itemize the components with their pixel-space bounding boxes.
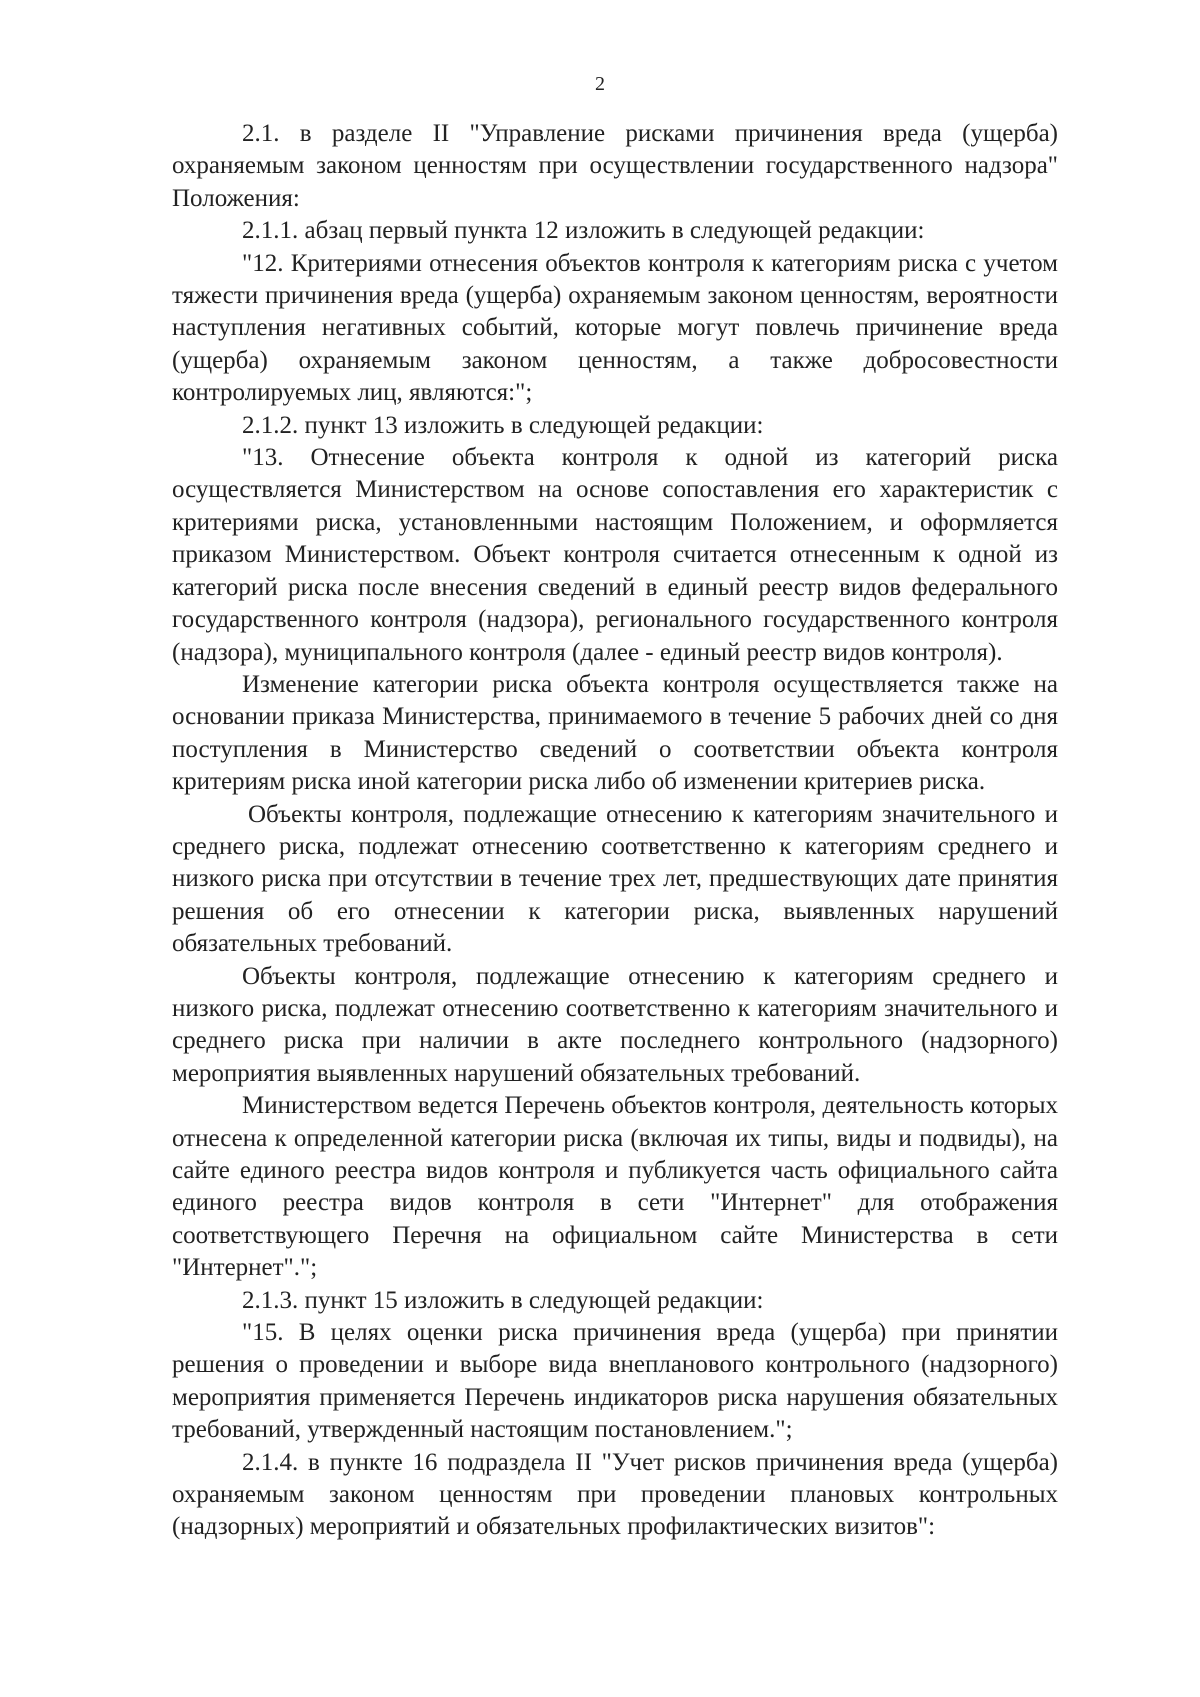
paragraph-point-13: "13. Отнесение объекта контроля к одной из категорий риска осуществляется Министерством на основе сопоставления его характеристик с критериями риска, установленными настоящим Положением, и оформляется приказом Министерством. Объект контроля считается отнесенным к одной из категорий риска после внесения сведений в единый реестр видов федерального государственного контроля (надзора), регионального государственного контроля (надзора), муниципального контроля (далее - единый реестр видов контроля).: [172, 444, 1058, 666]
paragraph-2-1-3: 2.1.3. пункт 15 изложить в следующей редакции:: [242, 1286, 764, 1314]
paragraph-2-1-4: 2.1.4. в пункте 16 подраздела II "Учет рисков причинения вреда (ущерба) охраняемым законом ценностям при проведении плановых контрольных (надзорных) мероприятий и обязательных профилактических визитов":: [172, 1448, 1058, 1541]
paragraph-risk-downgrade-text: Объекты контроля, подлежащие отнесению к категориям значительного и среднего риска, подлежат отнесению соответственно к категориям среднего и низкого риска при отсутствии в течение трех лет, предшествующих дате принятия решения об его отнесении к категории риска, выявленных нарушений обязательных требований.: [172, 800, 1058, 958]
paragraph-point-12: "12. Критериями отнесения объектов контроля к категориям риска с учетом тяжести причинения вреда (ущерба) охраняемым законом ценностям, вероятности наступления негативных событий, которые могут повлечь причинение вреда (ущерба) охраняемым законом ценностям, а также добросовестности контролируемых лиц, являются:";: [172, 249, 1058, 407]
document-body: [172, 118, 1058, 1544]
paragraph-point-15: "15. В целях оценки риска причинения вреда (ущерба) при принятии решения о проведении и выборе вида внепланового контрольного (надзорного) мероприятия применяется Перечень индикаторов риска нарушения обязательных требований, утвержденный настоящим постановлением.";: [172, 1319, 1058, 1444]
paragraph-risk-upgrade: Объекты контроля, подлежащие отнесению к категориям среднего и низкого риска, подлежат отнесению соответственно к категориям значительного и среднего риска при наличии в акте последнего контрольного (надзорного) мероприятия выявленных нарушений обязательных требований.: [172, 962, 1058, 1087]
paragraph-2-1-2: 2.1.2. пункт 13 изложить в следующей редакции:: [242, 411, 764, 439]
paragraph-objects-list: Министерством ведется Перечень объектов контроля, деятельность которых отнесена к определенной категории риска (включая их типы, виды и подвиды), на сайте единого реестра видов контроля и публикуется часть официального сайта единого реестра видов контроля в сети "Интернет" для отображения соответствующего Перечня на официальном сайте Министерства в сети "Интернет".";: [172, 1092, 1058, 1282]
paragraph-risk-downgrade: [172, 799, 1058, 961]
paragraph-2-1-1: 2.1.1. абзац первый пункта 12 изложить в следующей редакции:: [242, 217, 925, 245]
page-number: 2: [595, 73, 605, 95]
paragraph-2-1: 2.1. в разделе II "Управление рисками причинения вреда (ущерба) охраняемым законом ценностям при осуществлении государственного надзора" Положения:: [172, 120, 1058, 212]
paragraph-risk-category-change: Изменение категории риска объекта контроля осуществляется также на основании приказа Министерства, принимаемого в течение 5 рабочих дней со дня поступления в Министерство сведений о соответствии объекта контроля критериям риска иной категории риска либо об изменении критериев риска.: [172, 670, 1058, 796]
